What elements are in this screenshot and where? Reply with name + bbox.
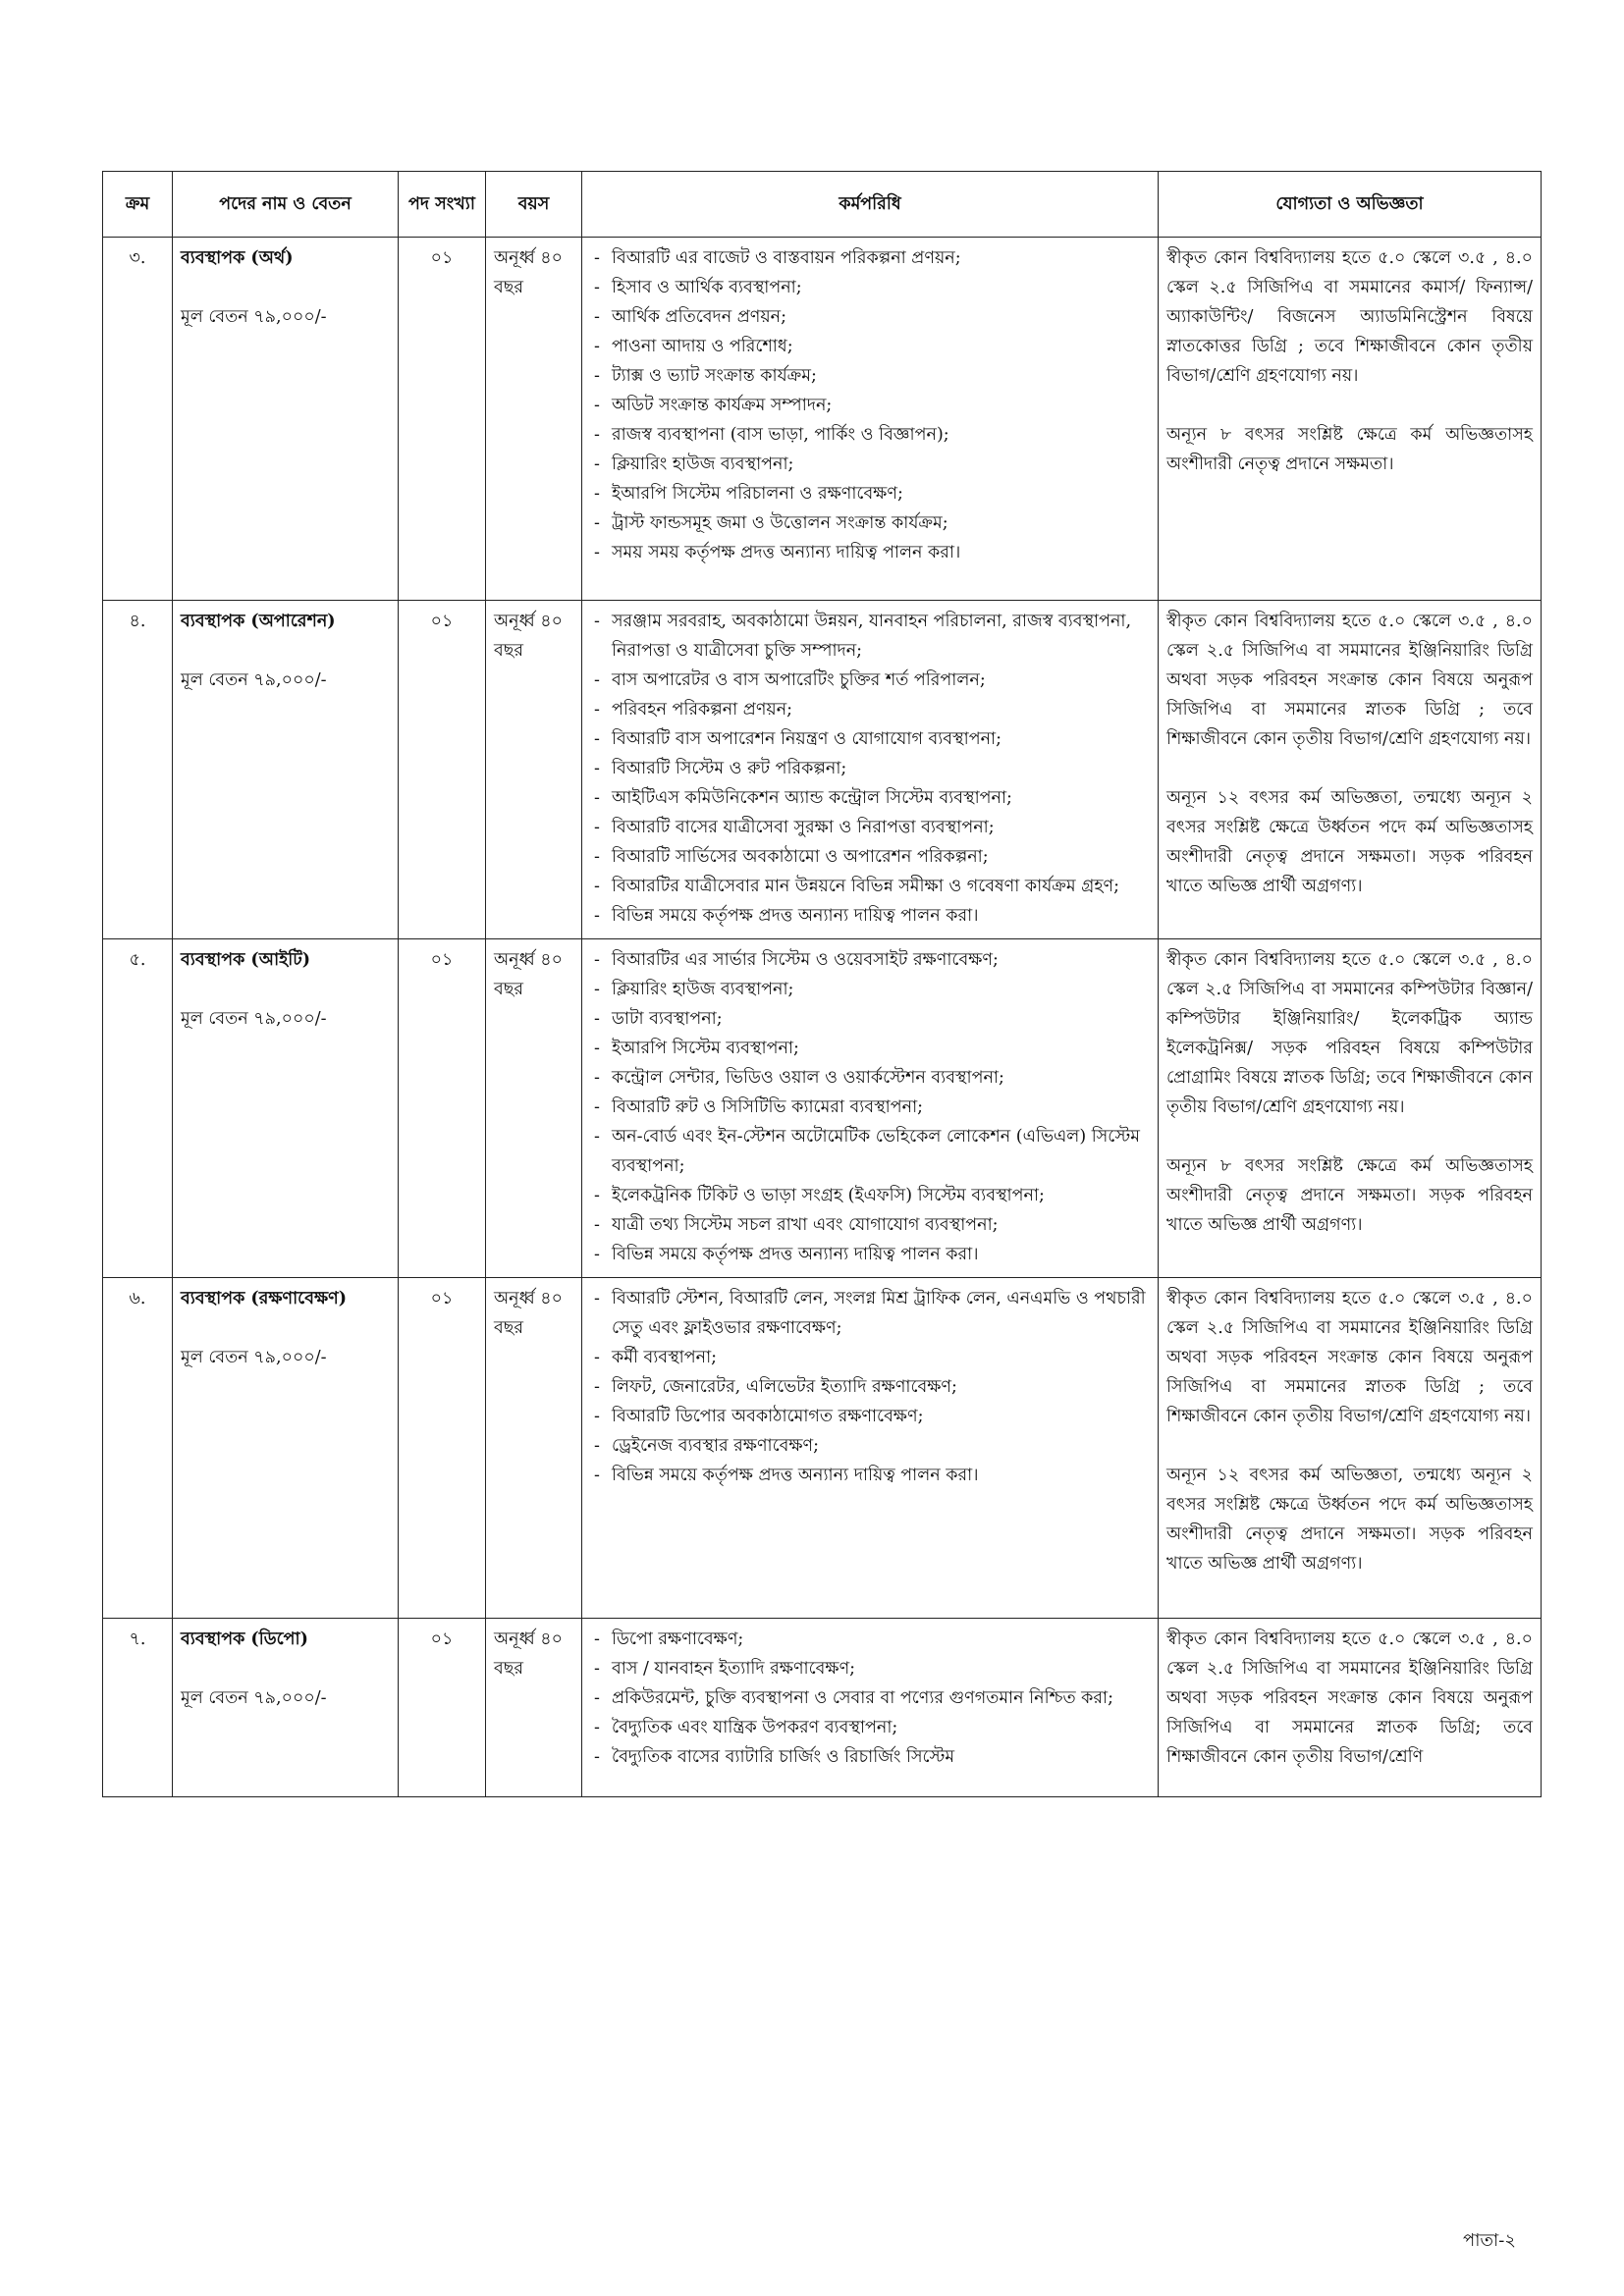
duties-list bbox=[590, 1625, 1150, 1772]
row-serial: ৫. bbox=[103, 939, 173, 1278]
duty-item: - ক্লিয়ারিং হাউজ ব্যবস্থাপনা; bbox=[590, 450, 1150, 479]
duties-list bbox=[590, 1284, 1150, 1490]
table-row bbox=[103, 1278, 1542, 1619]
duty-item: - আইটিএস কমিউনিকেশন অ্যান্ড কন্ট্রোল সিস্টেম ব্যবস্থাপনা; bbox=[590, 783, 1150, 813]
duty-item: - ইআরপি সিস্টেম ব্যবস্থাপনা; bbox=[590, 1034, 1150, 1063]
row-qualification-cell bbox=[1159, 1278, 1542, 1619]
duties-list bbox=[590, 945, 1150, 1269]
experience-text: অন্যূন ১২ বৎসর কর্ম অভিজ্ঞতা, তন্মধ্যে অন্যূন ২ বৎসর সংশ্লিষ্ট ক্ষেত্রে উর্ধ্বতন পদে কর্ম অভিজ্ঞতাসহ অংশীদারী নেতৃত্ব প্রদানে সক্ষমতা। সড়ক পরিবহন খাতে অভিজ্ঞ প্রার্থী অগ্রগণ্য। bbox=[1166, 1466, 1533, 1574]
duty-item: - বিআরটির এর সার্ভার সিস্টেম ও ওয়েবসাইট রক্ষণাবেক্ষণ; bbox=[590, 945, 1150, 975]
duty-item: - কর্মী ব্যবস্থাপনা; bbox=[590, 1343, 1150, 1372]
row-age: অনূর্ধ্ব ৪০ বছর bbox=[486, 939, 582, 1278]
post-salary: মূল বেতন ৭৯,০০০/- bbox=[181, 1688, 327, 1708]
table-header-row bbox=[103, 172, 1542, 238]
post-name: ব্যবস্থাপক (অর্থ) bbox=[181, 248, 294, 268]
header-qualification: যোগ্যতা ও অভিজ্ঞতা bbox=[1159, 172, 1542, 238]
duty-item: - পরিবহন পরিকল্পনা প্রণয়ন; bbox=[590, 695, 1150, 724]
duty-item: - বৈদ্যুতিক এবং যান্ত্রিক উপকরণ ব্যবস্থাপনা; bbox=[590, 1713, 1150, 1742]
row-qualification-cell bbox=[1159, 601, 1542, 939]
row-age: অনূর্ধ্ব ৪০ বছর bbox=[486, 238, 582, 601]
duty-item: - প্রকিউরমেন্ট, চুক্তি ব্যবস্থাপনা ও সেবার বা পণ্যের গুণগতমান নিশ্চিত করা; bbox=[590, 1683, 1150, 1713]
qualification-text: স্বীকৃত কোন বিশ্ববিদ্যালয় হতে ৫.০ স্কেলে ৩.৫ , ৪.০ স্কেল ২.৫ সিজিপিএ বা সমমানের কম্পিউটার বিজ্ঞান/কম্পিউটার ইঞ্জিনিয়ারিং/ ইলেকট্রিক অ্যান্ড ইলেকট্রনিক্স/ সড়ক পরিবহন বিষয়ে কম্পিউটার প্রোগ্রামিং বিষয়ে স্নাতক ডিগ্রি; তবে শিক্ষাজীবনে কোন তৃতীয় বিভাগ/শ্রেণি গ্রহণযোগ্য নয়। bbox=[1166, 950, 1533, 1117]
post-salary: মূল বেতন ৭৯,০০০/- bbox=[181, 670, 327, 690]
duty-item: - বৈদ্যুতিক বাসের ব্যাটারি চার্জিং ও রিচার্জিং সিস্টেম bbox=[590, 1742, 1150, 1772]
row-duties-cell bbox=[582, 939, 1159, 1278]
post-salary: মূল বেতন ৭৯,০০০/- bbox=[181, 307, 327, 327]
duty-item: - বাস / যানবাহন ইত্যাদি রক্ষণাবেক্ষণ; bbox=[590, 1654, 1150, 1683]
duty-item: - বিভিন্ন সময়ে কর্তৃপক্ষ প্রদত্ত অন্যান্য দায়িত্ব পালন করা। bbox=[590, 1240, 1150, 1269]
duty-item: - ইলেকট্রনিক টিকিট ও ভাড়া সংগ্রহ (ইএফসি) সিস্টেম ব্যবস্থাপনা; bbox=[590, 1181, 1150, 1210]
header-age: বয়স bbox=[486, 172, 582, 238]
row-duties-cell bbox=[582, 1619, 1159, 1797]
page-number: পাতা-২ bbox=[1463, 2230, 1516, 2251]
row-count: ০১ bbox=[399, 601, 486, 939]
duty-item: - বিআরটি রুট ও সিসিটিভি ক্যামেরা ব্যবস্থাপনা; bbox=[590, 1093, 1150, 1122]
post-salary: মূল বেতন ৭৯,০০০/- bbox=[181, 1009, 327, 1029]
duty-item: - ট্যাক্স ও ভ্যাট সংক্রান্ত কার্যক্রম; bbox=[590, 361, 1150, 391]
qualification-text: স্বীকৃত কোন বিশ্ববিদ্যালয় হতে ৫.০ স্কেলে ৩.৫ , ৪.০ স্কেল ২.৫ সিজিপিএ বা সমমানের কমার্স/ ফিন্যান্স/ অ্যাকাউন্টিং/ বিজনেস অ্যাডমিনিস্ট্রেশন বিষয়ে স্নাতকোত্তর ডিগ্রি ; তবে শিক্ষাজীবনে কোন তৃতীয় বিভাগ/শ্রেণি গ্রহণযোগ্য নয়। bbox=[1166, 248, 1533, 386]
duty-item: - অন-বোর্ড এবং ইন-স্টেশন অটোমেটিক ভেহিকেল লোকেশন (এভিএল) সিস্টেম ব্যবস্থাপনা; bbox=[590, 1122, 1150, 1181]
duty-item: - রাজস্ব ব্যবস্থাপনা (বাস ভাড়া, পার্কিং ও বিজ্ঞাপন); bbox=[590, 420, 1150, 450]
row-serial: ৩. bbox=[103, 238, 173, 601]
experience-text: অন্যূন ৮ বৎসর সংশ্লিষ্ট ক্ষেত্রে কর্ম অভিজ্ঞতাসহ অংশীদারী নেতৃত্ব প্রদানে সক্ষমতা। bbox=[1166, 425, 1533, 474]
duty-item: - কন্ট্রোল সেন্টার, ভিডিও ওয়াল ও ওয়ার্কস্টেশন ব্যবস্থাপনা; bbox=[590, 1063, 1150, 1093]
duty-item: - বাস অপারেটর ও বাস অপারেটিং চুক্তির শর্ত পরিপালন; bbox=[590, 666, 1150, 695]
table-row bbox=[103, 939, 1542, 1278]
row-serial: ৬. bbox=[103, 1278, 173, 1619]
table-row bbox=[103, 601, 1542, 939]
duty-item: - বিআরটি ডিপোর অবকাঠামোগত রক্ষণাবেক্ষণ; bbox=[590, 1402, 1150, 1431]
row-post-cell bbox=[173, 238, 399, 601]
duty-item: - ডাটা ব্যবস্থাপনা; bbox=[590, 1004, 1150, 1034]
header-duties: কর্মপরিধি bbox=[582, 172, 1159, 238]
duty-item: - বিভিন্ন সময়ে কর্তৃপক্ষ প্রদত্ত অন্যান্য দায়িত্ব পালন করা। bbox=[590, 901, 1150, 931]
row-post-cell bbox=[173, 939, 399, 1278]
qualification-text: স্বীকৃত কোন বিশ্ববিদ্যালয় হতে ৫.০ স্কেলে ৩.৫ , ৪.০ স্কেল ২.৫ সিজিপিএ বা সমমানের ইঞ্জিনিয়ারিং ডিগ্রি অথবা সড়ক পরিবহন সংক্রান্ত কোন বিষয়ে অনুরূপ সিজিপিএ বা সমমানের স্নাতক ডিগ্রি; তবে শিক্ষাজীবনে কোন তৃতীয় বিভাগ/শ্রেণি bbox=[1166, 1629, 1533, 1767]
duty-item: - সরঞ্জাম সরবরাহ, অবকাঠামো উন্নয়ন, যানবাহন পরিচালনা, রাজস্ব ব্যবস্থাপনা, নিরাপত্তা ও যাত্রীসেবা চুক্তি সম্পাদন; bbox=[590, 607, 1150, 666]
duty-item: - হিসাব ও আর্থিক ব্যবস্থাপনা; bbox=[590, 273, 1150, 302]
experience-text: অন্যূন ১২ বৎসর কর্ম অভিজ্ঞতা, তন্মধ্যে অন্যূন ২ বৎসর সংশ্লিষ্ট ক্ষেত্রে উর্ধ্বতন পদে কর্ম অভিজ্ঞতাসহ অংশীদারী নেতৃত্ব প্রদানে সক্ষমতা। সড়ক পরিবহন খাতে অভিজ্ঞ প্রার্থী অগ্রগণ্য। bbox=[1166, 788, 1533, 896]
duty-item: - ডিপো রক্ষণাবেক্ষণ; bbox=[590, 1625, 1150, 1654]
post-name: ব্যবস্থাপক (রক্ষণাবেক্ষণ) bbox=[181, 1289, 347, 1308]
row-duties-cell bbox=[582, 238, 1159, 601]
row-count: ০১ bbox=[399, 939, 486, 1278]
header-serial: ক্রম bbox=[103, 172, 173, 238]
duty-item: - সময় সময় কর্তৃপক্ষ প্রদত্ত অন্যান্য দায়িত্ব পালন করা। bbox=[590, 538, 1150, 567]
duty-item: - ট্রাস্ট ফান্ডসমূহ জমা ও উত্তোলন সংক্রান্ত কার্যক্রম; bbox=[590, 508, 1150, 538]
duties-list bbox=[590, 243, 1150, 567]
row-post-cell bbox=[173, 601, 399, 939]
duty-item: - ড্রেইনেজ ব্যবস্থার রক্ষণাবেক্ষণ; bbox=[590, 1431, 1150, 1461]
duty-item: - বিভিন্ন সময়ে কর্তৃপক্ষ প্রদত্ত অন্যান্য দায়িত্ব পালন করা। bbox=[590, 1461, 1150, 1490]
duty-item: - বিআরটি সিস্টেম ও রুট পরিকল্পনা; bbox=[590, 754, 1150, 783]
document-page bbox=[102, 171, 1541, 1797]
qualification-text: স্বীকৃত কোন বিশ্ববিদ্যালয় হতে ৫.০ স্কেলে ৩.৫ , ৪.০ স্কেল ২.৫ সিজিপিএ বা সমমানের ইঞ্জিনিয়ারিং ডিগ্রি অথবা সড়ক পরিবহন সংক্রান্ত কোন বিষয়ে অনুরূপ সিজিপিএ বা সমমানের স্নাতক ডিগ্রি ; তবে শিক্ষাজীবনে কোন তৃতীয় বিভাগ/শ্রেণি গ্রহণযোগ্য নয়। bbox=[1166, 612, 1533, 749]
duty-item: - বিআরটি বাস অপারেশন নিয়ন্ত্রণ ও যোগাযোগ ব্যবস্থাপনা; bbox=[590, 724, 1150, 754]
table-body bbox=[103, 238, 1542, 1797]
row-post-cell bbox=[173, 1278, 399, 1619]
post-salary: মূল বেতন ৭৯,০০০/- bbox=[181, 1348, 327, 1367]
header-post: পদের নাম ও বেতন bbox=[173, 172, 399, 238]
duties-list bbox=[590, 607, 1150, 931]
row-count: ০১ bbox=[399, 1619, 486, 1797]
row-age: অনূর্ধ্ব ৪০ বছর bbox=[486, 601, 582, 939]
duty-item: - লিফট, জেনারেটর, এলিভেটর ইত্যাদি রক্ষণাবেক্ষণ; bbox=[590, 1372, 1150, 1402]
row-serial: ৭. bbox=[103, 1619, 173, 1797]
row-age: অনূর্ধ্ব ৪০ বছর bbox=[486, 1619, 582, 1797]
duty-item: - ক্লিয়ারিং হাউজ ব্যবস্থাপনা; bbox=[590, 975, 1150, 1004]
duty-item: - পাওনা আদায় ও পরিশোধ; bbox=[590, 332, 1150, 361]
header-count: পদ সংখ্যা bbox=[399, 172, 486, 238]
row-age: অনূর্ধ্ব ৪০ বছর bbox=[486, 1278, 582, 1619]
duty-item: - বিআরটি বাসের যাত্রীসেবা সুরক্ষা ও নিরাপত্তা ব্যবস্থাপনা; bbox=[590, 813, 1150, 842]
post-name: ব্যবস্থাপক (আইটি) bbox=[181, 950, 311, 970]
row-qualification-cell bbox=[1159, 238, 1542, 601]
duty-item: - বিআরটি স্টেশন, বিআরটি লেন, সংলগ্ন মিশ্র ট্রাফিক লেন, এনএমভি ও পথচারী সেতু এবং ফ্লাইওভার রক্ষণাবেক্ষণ; bbox=[590, 1284, 1150, 1343]
row-serial: ৪. bbox=[103, 601, 173, 939]
row-qualification-cell bbox=[1159, 1619, 1542, 1797]
row-count: ০১ bbox=[399, 1278, 486, 1619]
row-count: ০১ bbox=[399, 238, 486, 601]
qualification-text: স্বীকৃত কোন বিশ্ববিদ্যালয় হতে ৫.০ স্কেলে ৩.৫ , ৪.০ স্কেল ২.৫ সিজিপিএ বা সমমানের ইঞ্জিনিয়ারিং ডিগ্রি অথবা সড়ক পরিবহন সংক্রান্ত কোন বিষয়ে অনুরূপ সিজিপিএ বা সমমানের স্নাতক ডিগ্রি ; তবে শিক্ষাজীবনে কোন তৃতীয় বিভাগ/শ্রেণি গ্রহণযোগ্য নয়। bbox=[1166, 1289, 1533, 1426]
experience-text: অন্যূন ৮ বৎসর সংশ্লিষ্ট ক্ষেত্রে কর্ম অভিজ্ঞতাসহ অংশীদারী নেতৃত্ব প্রদানে সক্ষমতা। সড়ক পরিবহন খাতে অভিজ্ঞ প্রার্থী অগ্রগণ্য। bbox=[1166, 1156, 1533, 1235]
duty-item: - যাত্রী তথ্য সিস্টেম সচল রাখা এবং যোগাযোগ ব্যবস্থাপনা; bbox=[590, 1210, 1150, 1240]
duty-item: - বিআরটির যাত্রীসেবার মান উন্নয়নে বিভিন্ন সমীক্ষা ও গবেষণা কার্যক্রম গ্রহণ; bbox=[590, 872, 1150, 901]
table-row bbox=[103, 238, 1542, 601]
row-duties-cell bbox=[582, 601, 1159, 939]
table-row bbox=[103, 1619, 1542, 1797]
row-post-cell bbox=[173, 1619, 399, 1797]
post-name: ব্যবস্থাপক (অপারেশন) bbox=[181, 612, 336, 631]
duty-item: - বিআরটি এর বাজেট ও বাস্তবায়ন পরিকল্পনা প্রণয়ন; bbox=[590, 243, 1150, 273]
duty-item: - বিআরটি সার্ভিসের অবকাঠামো ও অপারেশন পরিকল্পনা; bbox=[590, 842, 1150, 872]
duty-item: - আর্থিক প্রতিবেদন প্রণয়ন; bbox=[590, 302, 1150, 332]
job-table bbox=[102, 171, 1542, 1797]
post-name: ব্যবস্থাপক (ডিপো) bbox=[181, 1629, 308, 1649]
row-duties-cell bbox=[582, 1278, 1159, 1619]
row-qualification-cell bbox=[1159, 939, 1542, 1278]
duty-item: - অডিট সংক্রান্ত কার্যক্রম সম্পাদন; bbox=[590, 391, 1150, 420]
duty-item: - ইআরপি সিস্টেম পরিচালনা ও রক্ষণাবেক্ষণ; bbox=[590, 479, 1150, 508]
